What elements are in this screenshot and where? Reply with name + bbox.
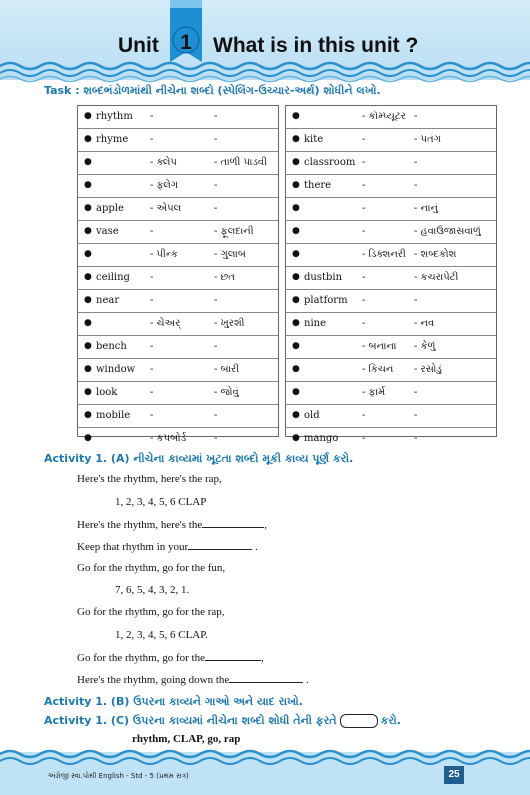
word-list: rhythm, CLAP, go, rap xyxy=(132,733,241,745)
pronunciation-cell: - xyxy=(362,318,366,329)
meaning-cell: - xyxy=(414,295,418,306)
fill-in-blank[interactable] xyxy=(188,540,252,550)
table-row xyxy=(286,336,496,359)
meaning-cell: - ફૂલદાની xyxy=(214,226,254,237)
unit-number: 1 xyxy=(180,31,192,54)
table-row xyxy=(78,152,278,175)
table-row xyxy=(78,359,278,382)
pronunciation-cell: - xyxy=(150,134,154,145)
bullet-icon: ● xyxy=(292,341,300,351)
bullet-icon: ● xyxy=(84,157,92,167)
bullet-icon: ● xyxy=(84,134,92,144)
word-cell: old xyxy=(304,410,320,421)
meaning-cell: - xyxy=(214,341,218,352)
pronunciation-cell: - xyxy=(150,226,154,237)
pronunciation-cell: - xyxy=(150,295,154,306)
poem-text: Keep that rhythm in your xyxy=(77,541,189,553)
table-row xyxy=(286,221,496,244)
pronunciation-cell: - કપબોર્ડ xyxy=(150,433,187,444)
meaning-cell: - નવ xyxy=(414,318,435,329)
bullet-icon: ● xyxy=(84,433,92,443)
activity-a-heading: Activity 1. (A) નીચેના કાવ્યમાં ખૂટતા શબ્દો મૂકી કાવ્ય પૂર્ણ કરો. xyxy=(44,452,354,465)
word-cell: mobile xyxy=(96,410,131,421)
meaning-cell: - કેળું xyxy=(414,341,436,352)
word-cell: window xyxy=(96,364,136,375)
table-row xyxy=(78,129,278,152)
word-cell: rhythm xyxy=(96,111,133,122)
poem-text: Here's the rhythm, here's the xyxy=(77,519,203,531)
word-cell: rhyme xyxy=(96,134,129,145)
word-cell: look xyxy=(96,387,118,398)
pronunciation-cell: - ફ્લેગ xyxy=(150,180,179,191)
word-cell: apple xyxy=(96,203,124,214)
meaning-cell: - બારી xyxy=(214,364,240,375)
poem-text: Go for the rhythm, go for the xyxy=(77,652,205,664)
pronunciation-cell: - xyxy=(362,295,366,306)
bullet-icon: ● xyxy=(292,111,300,121)
meaning-cell: - xyxy=(214,134,218,145)
table-row xyxy=(78,405,278,428)
word-cell: ceiling xyxy=(96,272,130,283)
table-row xyxy=(286,106,496,129)
table-row xyxy=(78,428,278,450)
meaning-cell: - ગુલાબ xyxy=(214,249,246,260)
bullet-icon: ● xyxy=(84,180,92,190)
bullet-icon: ● xyxy=(292,364,300,374)
meaning-cell: - શબ્દકોશ xyxy=(414,249,457,260)
poem-line: 1, 2, 3, 4, 5, 6 CLAP. xyxy=(115,629,208,641)
meaning-cell: - xyxy=(414,157,418,168)
table-row xyxy=(286,175,496,198)
word-cell: near xyxy=(96,295,120,306)
meaning-cell: - ખુરશી xyxy=(214,318,245,329)
meaning-cell: - xyxy=(214,295,218,306)
table-row xyxy=(78,336,278,359)
word-cell: bench xyxy=(96,341,127,352)
table-row xyxy=(286,359,496,382)
bullet-icon: ● xyxy=(84,111,92,121)
table-row xyxy=(286,290,496,313)
bullet-icon: ● xyxy=(292,272,300,282)
word-cell: dustbin xyxy=(304,272,343,283)
meaning-cell: - રસોડું xyxy=(414,364,442,375)
meaning-cell: - xyxy=(214,111,218,122)
activity-c-text-end: કરો. xyxy=(380,714,401,727)
bullet-icon: ● xyxy=(292,157,300,167)
poem-line xyxy=(77,518,267,531)
word-cell: nine xyxy=(304,318,326,329)
word-cell: classroom xyxy=(304,157,356,168)
pronunciation-cell: - xyxy=(362,433,366,444)
page-number: 25 xyxy=(444,766,464,784)
pronunciation-cell: - xyxy=(362,134,366,145)
poem-line: 1, 2, 3, 4, 5, 6 CLAP xyxy=(115,496,207,508)
bullet-icon: ● xyxy=(84,295,92,305)
meaning-cell: - પતંગ xyxy=(414,134,441,145)
bullet-icon: ● xyxy=(292,410,300,420)
table-row xyxy=(286,198,496,221)
table-row xyxy=(286,313,496,336)
meaning-cell: - નાનું xyxy=(414,203,438,214)
word-cell: platform xyxy=(304,295,348,306)
meaning-cell: - xyxy=(414,111,418,122)
meaning-cell: - xyxy=(414,180,418,191)
fill-in-blank[interactable] xyxy=(229,673,303,683)
wave-border-bottom xyxy=(0,748,530,766)
pronunciation-cell: - પીન્ક xyxy=(150,249,178,260)
page-title: What is in this unit ? xyxy=(213,34,419,57)
pronunciation-cell: - xyxy=(150,410,154,421)
bullet-icon: ● xyxy=(292,387,300,397)
table-row xyxy=(286,405,496,428)
poem-text: Here's the rhythm, going down the xyxy=(77,674,230,686)
bullet-icon: ● xyxy=(292,203,300,213)
poem-text: , xyxy=(264,519,267,531)
poem-line: Here's the rhythm, here's the rap, xyxy=(77,473,222,485)
bullet-icon: ● xyxy=(292,249,300,259)
meaning-cell: - છત xyxy=(214,272,235,283)
wave-border-top xyxy=(0,58,530,84)
pronunciation-cell: - બનાના xyxy=(362,341,397,352)
meaning-cell: - xyxy=(414,410,418,421)
activity-c-heading xyxy=(44,714,401,728)
fill-in-blank[interactable] xyxy=(205,651,261,661)
table-row xyxy=(78,290,278,313)
activity-b-heading: Activity 1. (B) ઉપરના કાવ્યને ગાઓ અને યાદ રાખો. xyxy=(44,695,303,708)
poem-line xyxy=(77,540,258,553)
bullet-icon: ● xyxy=(292,318,300,328)
meaning-cell: - કચરાપેટી xyxy=(414,272,459,283)
pronunciation-cell: - xyxy=(362,226,366,237)
pronunciation-cell: - ફાર્મ xyxy=(362,387,386,398)
activity-c-text: Activity 1. (C) ઉપરના કાવ્યમાં નીચેના શબ્દો શોધી તેની ફરતે xyxy=(44,714,337,727)
meaning-cell: - જોવું xyxy=(214,387,239,398)
bullet-icon: ● xyxy=(84,226,92,236)
bullet-icon: ● xyxy=(84,249,92,259)
poem-line: Go for the rhythm, go for the fun, xyxy=(77,562,226,574)
table-row xyxy=(78,313,278,336)
pronunciation-cell: - કિચન xyxy=(362,364,394,375)
footer-text: અંગ્રેજી સ્વા.પોથી English - Std - 5 (પ્રથમ સત્ર) xyxy=(48,772,189,780)
table-row xyxy=(286,129,496,152)
pronunciation-cell: - એપલ xyxy=(150,203,182,214)
word-cell: kite xyxy=(304,134,324,145)
poem-line xyxy=(77,673,309,686)
pronunciation-cell: - xyxy=(150,341,154,352)
word-cell: there xyxy=(304,180,332,191)
word-cell: vase xyxy=(96,226,119,237)
meaning-cell: - હવાઉજાસવાળું xyxy=(414,226,481,237)
bullet-icon: ● xyxy=(292,226,300,236)
meaning-cell: - તાળી પાડવી xyxy=(214,157,267,168)
bullet-icon: ● xyxy=(292,295,300,305)
word-cell: mango xyxy=(304,433,339,444)
meaning-cell: - xyxy=(214,203,218,214)
pronunciation-cell: - xyxy=(362,157,366,168)
fill-in-blank[interactable] xyxy=(202,518,264,528)
table-row xyxy=(286,152,496,175)
task-instruction: Task : શબ્દભંડોળમાંથી નીચેના શબ્દો (સ્પેલિંગ-ઉચ્ચાર-અર્થ) શોધીને લખો. xyxy=(44,84,381,97)
word-table-left xyxy=(77,105,279,444)
poem-line: 7, 6, 5, 4, 3, 2, 1. xyxy=(115,584,190,596)
pronunciation-cell: - ડિક્શનરી xyxy=(362,249,406,260)
unit-label: Unit xyxy=(118,34,159,57)
meaning-cell: - xyxy=(214,180,218,191)
pronunciation-cell: - xyxy=(150,364,154,375)
bullet-icon: ● xyxy=(84,341,92,351)
pronunciation-cell: - ક્લેપ xyxy=(150,157,177,168)
poem-line xyxy=(77,651,264,664)
pronunciation-cell: - xyxy=(362,272,366,283)
pronunciation-cell: - કૉમ્પ્યૂટર xyxy=(362,111,406,122)
bullet-icon: ● xyxy=(84,410,92,420)
poem-text: , xyxy=(261,652,264,664)
table-row xyxy=(286,244,496,267)
poem-text: . xyxy=(306,674,309,686)
bullet-icon: ● xyxy=(84,203,92,213)
bullet-icon: ● xyxy=(84,272,92,282)
table-row xyxy=(286,382,496,405)
table-row xyxy=(78,221,278,244)
word-table-right xyxy=(285,105,497,444)
bullet-icon: ● xyxy=(84,318,92,328)
meaning-cell: - xyxy=(214,410,218,421)
poem-text: . xyxy=(254,541,258,553)
pronunciation-cell: - ચેઅર્ xyxy=(150,318,181,329)
bullet-icon: ● xyxy=(84,364,92,374)
table-row xyxy=(78,382,278,405)
pronunciation-cell: - xyxy=(362,410,366,421)
pronunciation-cell: - xyxy=(150,387,154,398)
meaning-cell: - xyxy=(214,433,218,444)
oval-box-icon xyxy=(340,714,378,728)
bullet-icon: ● xyxy=(84,387,92,397)
table-row xyxy=(78,244,278,267)
table-row xyxy=(286,428,496,450)
table-row xyxy=(286,267,496,290)
pronunciation-cell: - xyxy=(150,272,154,283)
table-row xyxy=(78,267,278,290)
meaning-cell: - xyxy=(414,387,418,398)
bullet-icon: ● xyxy=(292,433,300,443)
table-row xyxy=(78,198,278,221)
pronunciation-cell: - xyxy=(362,203,366,214)
bullet-icon: ● xyxy=(292,180,300,190)
poem-line: Go for the rhythm, go for the rap, xyxy=(77,606,225,618)
table-row xyxy=(78,175,278,198)
bullet-icon: ● xyxy=(292,134,300,144)
meaning-cell: - xyxy=(414,433,418,444)
pronunciation-cell: - xyxy=(362,180,366,191)
table-row xyxy=(78,106,278,129)
pronunciation-cell: - xyxy=(150,111,154,122)
